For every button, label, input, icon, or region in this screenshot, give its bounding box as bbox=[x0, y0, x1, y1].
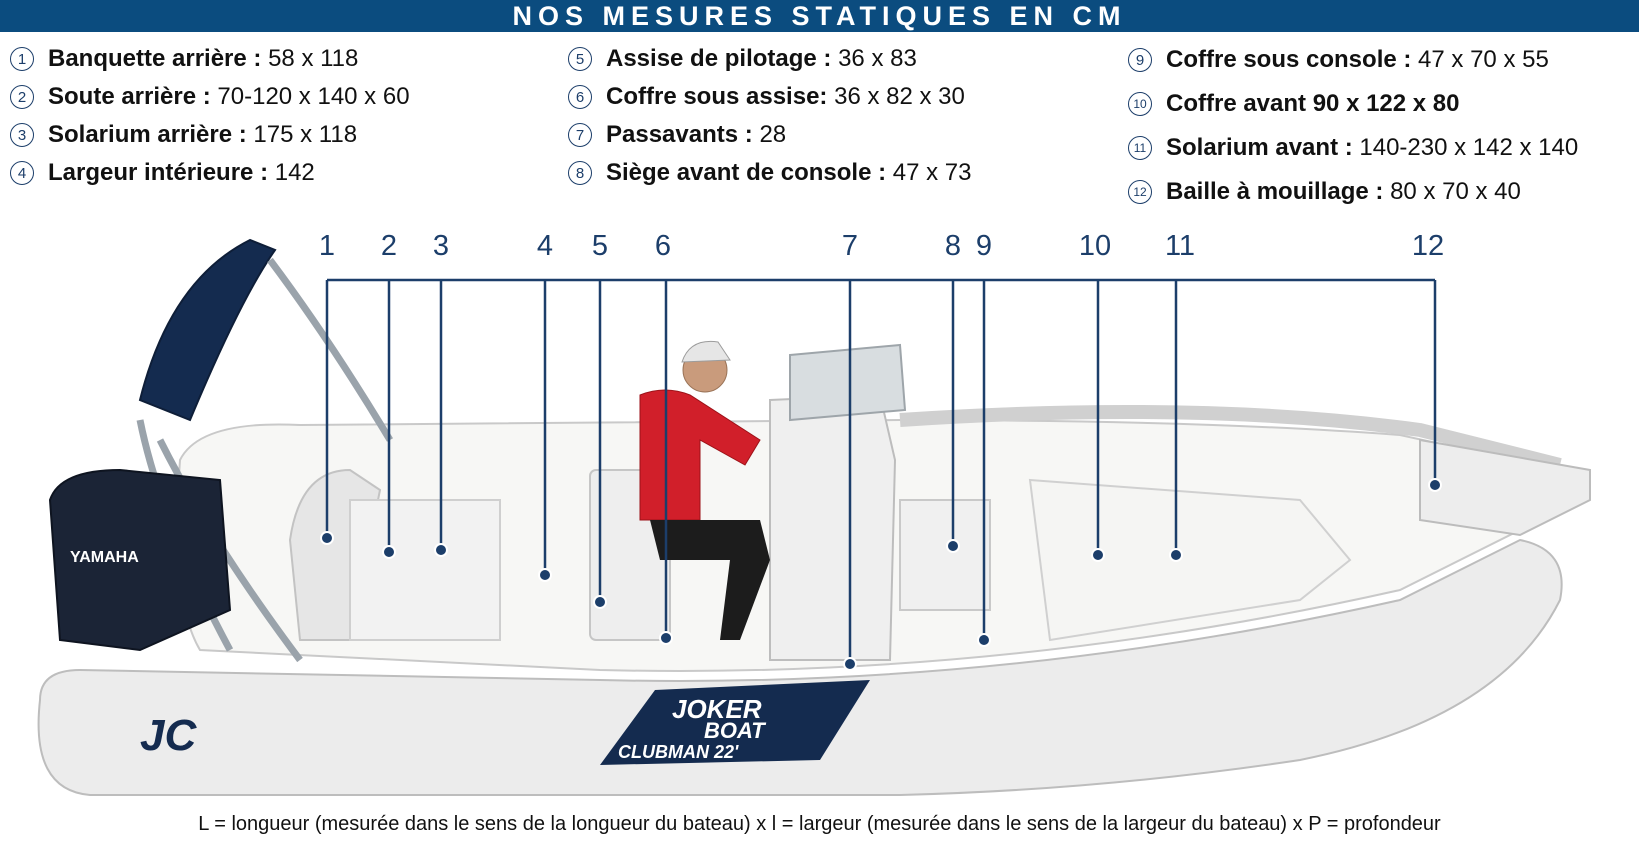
driver-cap bbox=[682, 341, 730, 362]
leader-dot-12 bbox=[1429, 479, 1441, 491]
page-title: NOS MESURES STATIQUES EN CM bbox=[512, 0, 1127, 31]
measure-value: 47 x 70 x 55 bbox=[1418, 46, 1549, 73]
measure-number-10: 10 bbox=[1128, 92, 1152, 116]
brand-line-1: JOKER bbox=[672, 694, 762, 724]
windshield bbox=[790, 345, 905, 420]
measure-label: Largeur intérieure : bbox=[48, 159, 269, 186]
callout-number-8: 8 bbox=[944, 230, 962, 262]
measure-label: Solarium arrière : bbox=[48, 121, 247, 148]
measure-number-12: 12 bbox=[1128, 180, 1152, 204]
leader-dot-7 bbox=[844, 658, 856, 670]
center-console bbox=[770, 395, 895, 660]
callout-number-12: 12 bbox=[1411, 230, 1445, 262]
leader-dot-4 bbox=[539, 569, 551, 581]
measure-list-col-3 bbox=[1128, 38, 1578, 214]
measure-value: 36 x 82 x 30 bbox=[834, 83, 965, 110]
measure-value: 70-120 x 140 x 60 bbox=[217, 83, 410, 110]
measure-item-7 bbox=[568, 116, 972, 154]
measure-item-8 bbox=[568, 154, 972, 192]
measure-number-4: 4 bbox=[10, 161, 34, 185]
page-title-banner bbox=[0, 0, 1639, 32]
measure-number-3: 3 bbox=[10, 123, 34, 147]
bimini-top bbox=[140, 240, 275, 420]
rear-solarium bbox=[350, 500, 500, 640]
measure-label: Banquette arrière : bbox=[48, 45, 262, 72]
leader-dot-9 bbox=[978, 634, 990, 646]
measure-value: 36 x 83 bbox=[838, 45, 917, 72]
measure-number-9: 9 bbox=[1128, 48, 1152, 72]
callout-number-10: 10 bbox=[1078, 230, 1112, 262]
measure-number-7: 7 bbox=[568, 123, 592, 147]
leader-dot-10 bbox=[1092, 549, 1104, 561]
measure-value: 58 x 118 bbox=[268, 45, 359, 72]
measure-label: Assise de pilotage : bbox=[606, 45, 832, 72]
callout-number-11: 11 bbox=[1164, 230, 1196, 262]
hull-logo: JC bbox=[140, 711, 197, 760]
callout-number-3: 3 bbox=[432, 230, 450, 262]
measure-item-9 bbox=[1128, 38, 1578, 82]
measure-value: 90 x 122 x 80 bbox=[1312, 90, 1460, 117]
measure-value: 47 x 73 bbox=[892, 159, 972, 186]
measure-number-11: 11 bbox=[1128, 136, 1152, 160]
measure-item-6 bbox=[568, 78, 972, 116]
measure-list-col-1 bbox=[10, 40, 410, 192]
leader-dot-3 bbox=[435, 544, 447, 556]
front-solarium bbox=[1030, 480, 1350, 640]
measure-label: Siège avant de console : bbox=[606, 159, 887, 186]
console-front-seat bbox=[900, 500, 990, 610]
measure-label: Coffre avant bbox=[1166, 90, 1307, 117]
model-name: CLUBMAN 22' bbox=[618, 742, 739, 762]
brand-line-2: BOAT bbox=[704, 718, 765, 743]
leader-dot-11 bbox=[1170, 549, 1182, 561]
measure-number-2: 2 bbox=[10, 85, 34, 109]
measure-number-5: 5 bbox=[568, 47, 592, 71]
measure-label: Baille à mouillage : bbox=[1166, 178, 1384, 205]
measure-value: 140-230 x 142 x 140 bbox=[1359, 134, 1579, 161]
measure-item-10 bbox=[1128, 82, 1578, 126]
measure-item-11 bbox=[1128, 126, 1578, 170]
callout-number-9: 9 bbox=[975, 230, 993, 262]
leader-dot-6 bbox=[660, 632, 672, 644]
measure-item-3 bbox=[10, 116, 410, 154]
measure-item-2 bbox=[10, 78, 410, 116]
engine-brand: YAMAHA bbox=[70, 549, 139, 566]
leader-dot-8 bbox=[947, 540, 959, 552]
measure-item-1 bbox=[10, 40, 410, 78]
leader-dot-1 bbox=[321, 532, 333, 544]
leader-dot-5 bbox=[594, 596, 606, 608]
callout-number-2: 2 bbox=[380, 230, 398, 262]
measure-number-8: 8 bbox=[568, 161, 592, 185]
measure-value: 175 x 118 bbox=[253, 121, 358, 148]
callout-number-7: 7 bbox=[841, 230, 859, 262]
callout-number-6: 6 bbox=[654, 230, 672, 262]
boat-illustration bbox=[0, 200, 1639, 800]
leader-dot-2 bbox=[383, 546, 395, 558]
measure-label: Coffre sous console : bbox=[1166, 46, 1412, 73]
callout-number-1: 1 bbox=[318, 230, 336, 262]
measure-value: 142 bbox=[274, 159, 315, 186]
measure-list-col-2 bbox=[568, 40, 972, 192]
measure-label: Soute arrière : bbox=[48, 83, 211, 110]
boat-bow bbox=[1420, 440, 1590, 535]
measure-item-4 bbox=[10, 154, 410, 192]
measure-number-6: 6 bbox=[568, 85, 592, 109]
measure-value: 28 bbox=[759, 121, 787, 148]
callout-number-4: 4 bbox=[536, 230, 554, 262]
measure-label: Solarium avant : bbox=[1166, 134, 1353, 161]
measure-label: Passavants : bbox=[606, 121, 753, 148]
measure-number-1: 1 bbox=[10, 47, 34, 71]
measure-label: Coffre sous assise: bbox=[606, 83, 828, 110]
measure-value: 80 x 70 x 40 bbox=[1390, 178, 1521, 205]
measure-item-5 bbox=[568, 40, 972, 78]
footnote: L = longueur (mesurée dans le sens de la longueur du bateau) x l = largeur (mesurée dans le sens de la largeur du bateau) x P = profondeur bbox=[198, 813, 1441, 835]
callout-number-5: 5 bbox=[591, 230, 609, 262]
